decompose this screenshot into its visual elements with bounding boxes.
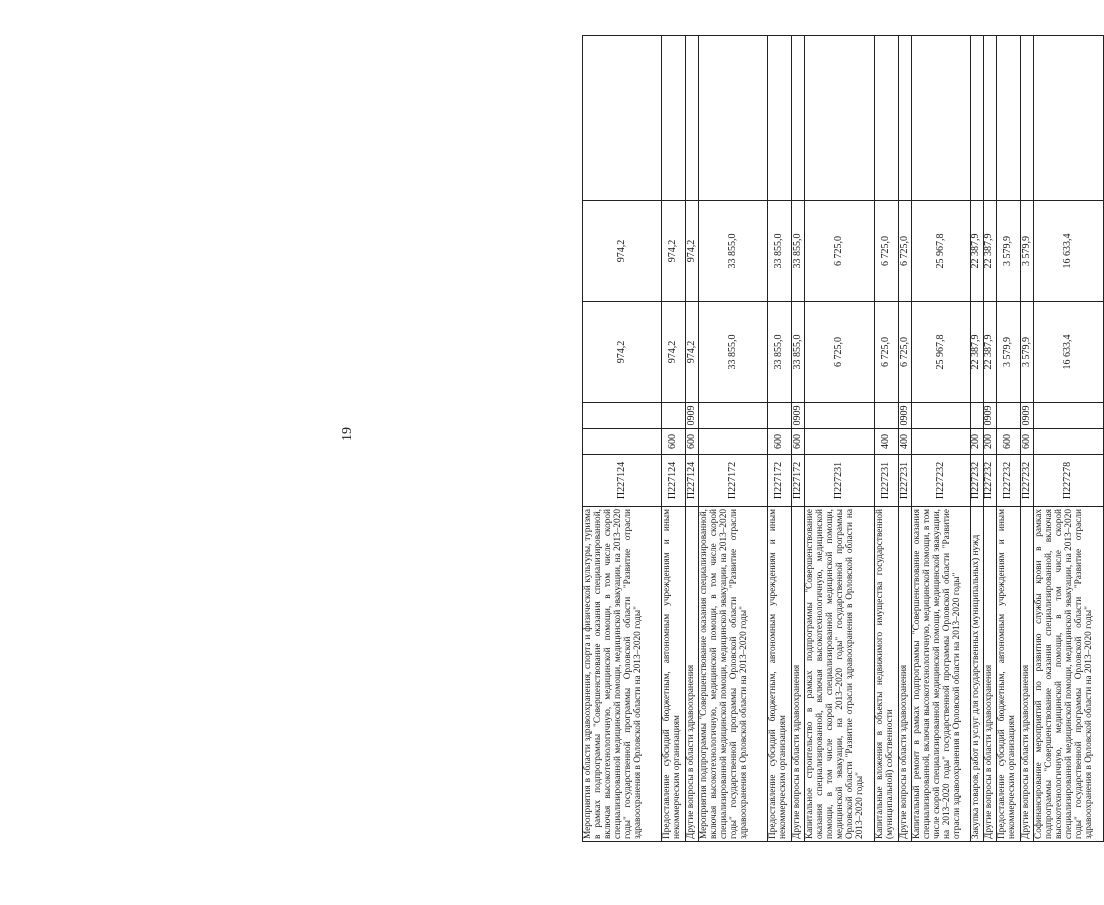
section-code-cell <box>699 403 768 429</box>
amount-c-cell <box>898 36 911 201</box>
amount-a-cell: 974,2 <box>583 302 662 403</box>
section-code-cell <box>662 403 686 429</box>
table-row <box>791 36 804 842</box>
table-row <box>912 36 970 842</box>
row-name-cell: Капитальное строительство в рамках подпрограммы "Совершенствование оказания специализированной, включая высокотехнологичную, медицинской помощи, в том числе скорой специализированной медицинской помощи, медицинской эвакуации, на 2013–2020 годы" государственной программы Орловской области "Развитие отрасли здравоохранения в Орловской области на 2013–2020 годы" <box>805 507 875 842</box>
amount-c-cell <box>699 36 768 201</box>
section-code-cell: 0909 <box>791 403 804 429</box>
expense-type-cell: 600 <box>996 429 1020 455</box>
table-row <box>767 36 791 842</box>
amount-a-cell: 6 725,0 <box>874 302 898 403</box>
row-name-cell: Софинансирование мероприятий по развитию службы крови в рамках подпрограммы "Совершенствование оказания специализированной, включая высокотехнологичную, медицинской помощи, в том числе скорой специализированной медицинской помощи, медицинской эвакуации, на 2013–2020 годы" государственной программы Орловской области "Развитие отрасли здравоохранения в Орловской области на 2013–2020 годы" <box>1034 507 1104 842</box>
amount-a-cell: 974,2 <box>662 302 686 403</box>
expense-type-cell: 200 <box>970 429 983 455</box>
expense-type-cell: 600 <box>767 429 791 455</box>
target-code-cell: П227231 <box>874 455 898 507</box>
row-name-cell: Капитальный ремонт в рамках подпрограммы "Совершенствование оказания специализированной, включая высокотехнологичную, медицинской помощи, в том числе скорой специализированной медицинской помощи, медицинской эвакуации, на 2013–2020 годы" государственной программы Орловской области "Развитие отрасли здравоохранения в Орловской области на 2013–2020 годы" <box>912 507 970 842</box>
amount-c-cell <box>662 36 686 201</box>
amount-a-cell: 22 387,9 <box>970 302 983 403</box>
section-code-cell <box>805 403 875 429</box>
amount-c-cell <box>805 36 875 201</box>
row-name-cell: Другие вопросы в области здравоохранения <box>983 507 996 842</box>
expense-type-cell: 600 <box>686 429 699 455</box>
amount-a-cell: 974,2 <box>686 302 699 403</box>
amount-b-cell: 6 725,0 <box>805 201 875 302</box>
table-row <box>898 36 911 842</box>
table-row <box>686 36 699 842</box>
table-row <box>583 36 662 842</box>
amount-a-cell: 6 725,0 <box>805 302 875 403</box>
expense-type-cell: 400 <box>874 429 898 455</box>
amount-c-cell <box>874 36 898 201</box>
target-code-cell: П227231 <box>898 455 911 507</box>
amount-b-cell: 6 725,0 <box>898 201 911 302</box>
table-row <box>983 36 996 842</box>
amount-b-cell: 22 387,9 <box>983 201 996 302</box>
page-number: 19 <box>340 427 355 441</box>
amount-b-cell: 22 387,9 <box>970 201 983 302</box>
budget-table <box>582 35 1104 842</box>
target-code-cell: П227172 <box>699 455 768 507</box>
section-code-cell <box>970 403 983 429</box>
amount-c-cell <box>996 36 1020 201</box>
table-row <box>996 36 1020 842</box>
expense-type-cell <box>912 429 970 455</box>
amount-b-cell: 33 855,0 <box>791 201 804 302</box>
expense-type-cell: 200 <box>983 429 996 455</box>
target-code-cell: П227231 <box>805 455 875 507</box>
expense-type-cell: 600 <box>662 429 686 455</box>
amount-a-cell: 3 579,9 <box>1020 302 1033 403</box>
amount-c-cell <box>970 36 983 201</box>
target-code-cell: П227232 <box>970 455 983 507</box>
row-name-cell: Другие вопросы в области здравоохранения <box>898 507 911 842</box>
expense-type-cell: 400 <box>898 429 911 455</box>
target-code-cell: П227124 <box>662 455 686 507</box>
target-code-cell: П227232 <box>912 455 970 507</box>
row-name-cell: Мероприятия подпрограммы "Совершенствование оказания специализированной, включая высокотехнологичную, медицинской помощи, в том числе скорой специализированной медицинской помощи, медицинской эвакуации, на 2013–2020 годы" государственной программы Орловской области "Развитие отрасли здравоохранения в Орловской области на 2013–2020 годы" <box>699 507 768 842</box>
amount-c-cell <box>983 36 996 201</box>
table-row <box>1034 36 1104 842</box>
amount-b-cell: 974,2 <box>686 201 699 302</box>
target-code-cell: П227172 <box>767 455 791 507</box>
section-code-cell <box>767 403 791 429</box>
table-row <box>970 36 983 842</box>
amount-b-cell: 3 579,9 <box>1020 201 1033 302</box>
row-name-cell: Другие вопросы в области здравоохранения <box>791 507 804 842</box>
target-code-cell: П227232 <box>983 455 996 507</box>
row-name-cell: Предоставление субсидий бюджетным, автономным учреждениям и иным некоммерческим организациям <box>767 507 791 842</box>
target-code-cell: П227232 <box>1020 455 1033 507</box>
amount-b-cell: 33 855,0 <box>699 201 768 302</box>
amount-b-cell: 974,2 <box>583 201 662 302</box>
amount-c-cell <box>912 36 970 201</box>
row-name-cell: Другие вопросы в области здравоохранения <box>1020 507 1033 842</box>
budget-table-rotated <box>582 36 1104 842</box>
section-code-cell: 0909 <box>1020 403 1033 429</box>
section-code-cell <box>1034 403 1104 429</box>
row-name-cell: Предоставление субсидий бюджетным, автономным учреждениям и иным некоммерческим организациям <box>662 507 686 842</box>
expense-type-cell <box>699 429 768 455</box>
amount-a-cell: 16 633,4 <box>1034 302 1104 403</box>
expense-type-cell <box>805 429 875 455</box>
amount-c-cell <box>686 36 699 201</box>
amount-b-cell: 974,2 <box>662 201 686 302</box>
section-code-cell <box>996 403 1020 429</box>
target-code-cell: П227124 <box>686 455 699 507</box>
table-row <box>874 36 898 842</box>
section-code-cell <box>912 403 970 429</box>
table-row <box>699 36 768 842</box>
target-code-cell: П227232 <box>996 455 1020 507</box>
expense-type-cell <box>583 429 662 455</box>
expense-type-cell: 600 <box>791 429 804 455</box>
amount-c-cell <box>583 36 662 201</box>
amount-b-cell: 6 725,0 <box>874 201 898 302</box>
section-code-cell <box>874 403 898 429</box>
table-body <box>583 36 1104 842</box>
row-name-cell: Закупка товаров, работ и услуг для государственных (муниципальных) нужд <box>970 507 983 842</box>
amount-a-cell: 33 855,0 <box>767 302 791 403</box>
amount-a-cell: 33 855,0 <box>791 302 804 403</box>
row-name-cell: Предоставление субсидий бюджетным, автономным учреждениям и иным некоммерческим организациям <box>996 507 1020 842</box>
amount-c-cell <box>767 36 791 201</box>
target-code-cell: П227124 <box>583 455 662 507</box>
target-code-cell: П227278 <box>1034 455 1104 507</box>
section-code-cell: 0909 <box>686 403 699 429</box>
amount-a-cell: 3 579,9 <box>996 302 1020 403</box>
target-code-cell: П227172 <box>791 455 804 507</box>
amount-a-cell: 6 725,0 <box>898 302 911 403</box>
row-name-cell: Капитальные вложения в объекты недвижимого имущества государственной (муниципальной) собственности <box>874 507 898 842</box>
amount-b-cell: 33 855,0 <box>767 201 791 302</box>
expense-type-cell: 600 <box>1020 429 1033 455</box>
amount-c-cell <box>1020 36 1033 201</box>
row-name-cell: Мероприятия в области здравоохранения, спорта и физической культуры, туризма в рамках подпрограммы "Совершенствование оказания специализированной, включая высокотехнологичную, медицинской помощи, в том числе скорой специализированной медицинской помощи, медицинской эвакуации, на 2013–2020 годы" государственной программы Орловской области "Развитие отрасли здравоохранения в Орловской области на 2013–2020 годы" <box>583 507 662 842</box>
section-code-cell: 0909 <box>898 403 911 429</box>
amount-a-cell: 22 387,9 <box>983 302 996 403</box>
expense-type-cell <box>1034 429 1104 455</box>
row-name-cell: Другие вопросы в области здравоохранения <box>686 507 699 842</box>
amount-b-cell: 3 579,9 <box>996 201 1020 302</box>
amount-a-cell: 25 967,8 <box>912 302 970 403</box>
amount-b-cell: 25 967,8 <box>912 201 970 302</box>
section-code-cell: 0909 <box>983 403 996 429</box>
table-row <box>805 36 875 842</box>
table-row <box>662 36 686 842</box>
amount-c-cell <box>791 36 804 201</box>
amount-a-cell: 33 855,0 <box>699 302 768 403</box>
amount-b-cell: 16 633,4 <box>1034 201 1104 302</box>
table-row <box>1020 36 1033 842</box>
section-code-cell <box>583 403 662 429</box>
amount-c-cell <box>1034 36 1104 201</box>
